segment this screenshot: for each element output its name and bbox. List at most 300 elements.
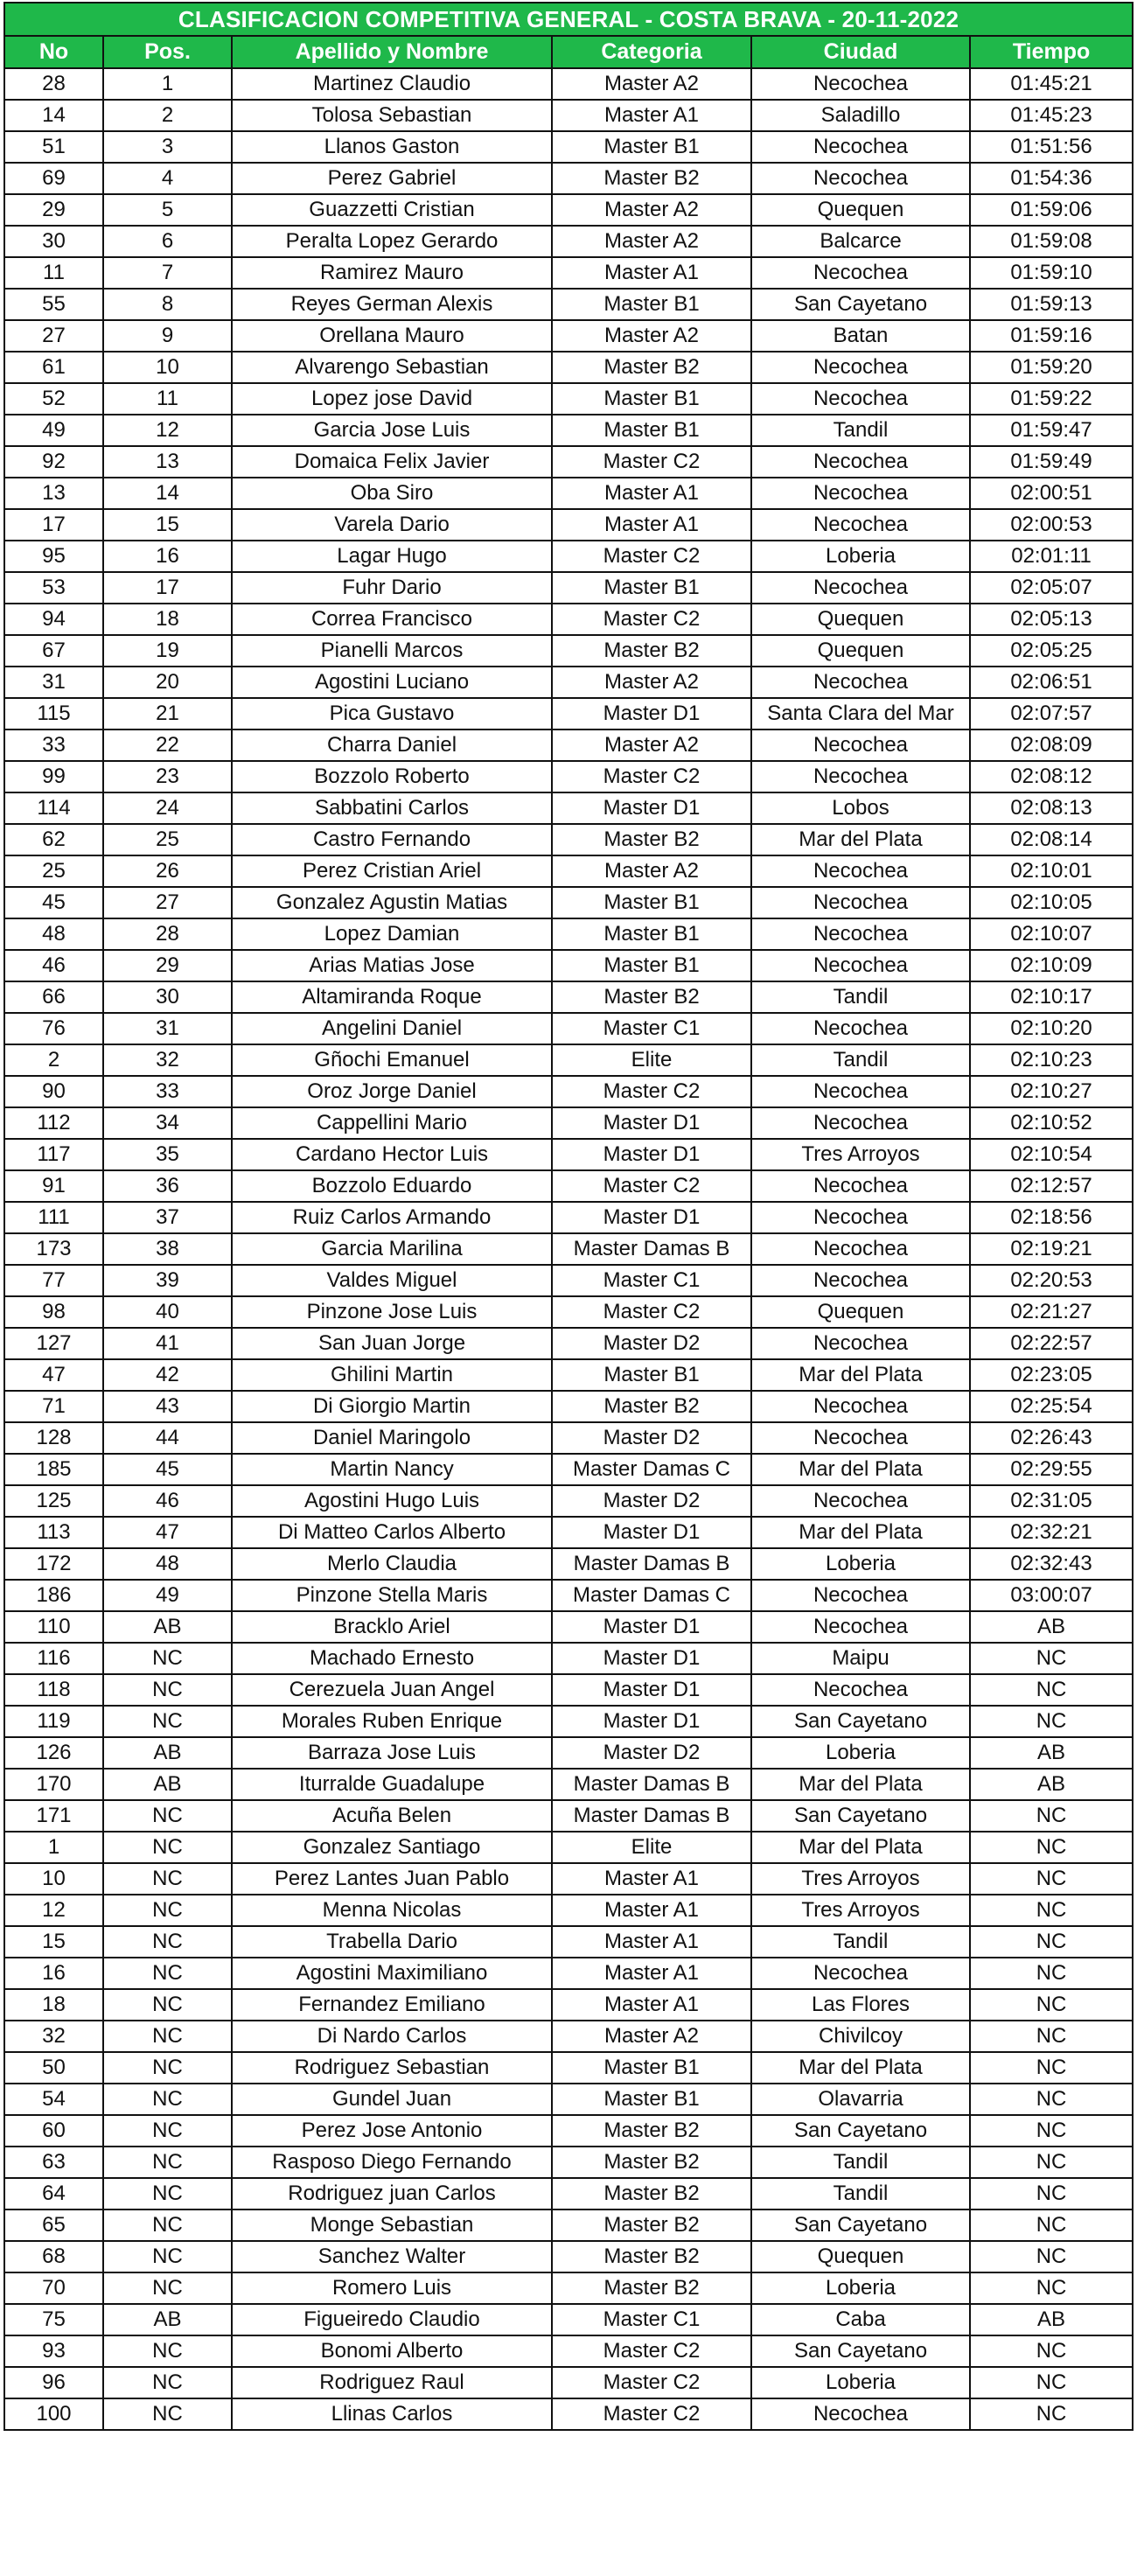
cell-category: Elite xyxy=(552,1044,751,1076)
cell-name: Rodriguez Sebastian xyxy=(232,2052,552,2084)
cell-time: 01:45:21 xyxy=(970,68,1133,100)
table-row xyxy=(4,1926,1133,1958)
cell-city: Loberia xyxy=(751,2272,970,2304)
cell-time: 02:06:51 xyxy=(970,667,1133,698)
cell-no: 125 xyxy=(4,1485,103,1517)
table-row xyxy=(4,478,1133,509)
cell-category: Master C2 xyxy=(552,2335,751,2367)
cell-pos: 26 xyxy=(103,855,232,887)
cell-time: 02:07:57 xyxy=(970,698,1133,730)
cell-no: 119 xyxy=(4,1706,103,1737)
table-row xyxy=(4,1107,1133,1139)
cell-time: NC xyxy=(970,1832,1133,1863)
cell-pos: 13 xyxy=(103,446,232,478)
cell-category: Master Damas B xyxy=(552,1233,751,1265)
table-row xyxy=(4,415,1133,446)
table-row xyxy=(4,698,1133,730)
cell-no: 91 xyxy=(4,1170,103,1202)
cell-no: 17 xyxy=(4,509,103,541)
cell-time: NC xyxy=(970,1674,1133,1706)
cell-category: Master Damas B xyxy=(552,1769,751,1800)
cell-pos: NC xyxy=(103,2335,232,2367)
cell-pos: 20 xyxy=(103,667,232,698)
table-row xyxy=(4,2398,1133,2430)
cell-name: Figueiredo Claudio xyxy=(232,2304,552,2335)
table-title: CLASIFICACION COMPETITIVA GENERAL - COSTA BRAVA - 20-11-2022 xyxy=(4,3,1133,36)
cell-time: 01:59:06 xyxy=(970,194,1133,226)
cell-name: Guazzetti Cristian xyxy=(232,194,552,226)
cell-category: Master Damas C xyxy=(552,1580,751,1611)
cell-no: 13 xyxy=(4,478,103,509)
cell-city: Las Flores xyxy=(751,1989,970,2021)
cell-time: 01:59:20 xyxy=(970,352,1133,383)
cell-category: Master B1 xyxy=(552,415,751,446)
cell-no: 70 xyxy=(4,2272,103,2304)
cell-time: 03:00:07 xyxy=(970,1580,1133,1611)
cell-category: Master C2 xyxy=(552,2398,751,2430)
cell-no: 32 xyxy=(4,2021,103,2052)
cell-time: 02:19:21 xyxy=(970,1233,1133,1265)
cell-city: Necochea xyxy=(751,68,970,100)
table-row xyxy=(4,1359,1133,1391)
cell-no: 118 xyxy=(4,1674,103,1706)
cell-category: Master D1 xyxy=(552,1139,751,1170)
cell-pos: NC xyxy=(103,2398,232,2430)
cell-category: Master D1 xyxy=(552,1706,751,1737)
cell-name: Oroz Jorge Daniel xyxy=(232,1076,552,1107)
cell-name: Gñochi Emanuel xyxy=(232,1044,552,1076)
cell-category: Master D2 xyxy=(552,1485,751,1517)
cell-category: Master D1 xyxy=(552,698,751,730)
cell-time: 02:23:05 xyxy=(970,1359,1133,1391)
table-row xyxy=(4,320,1133,352)
cell-time: NC xyxy=(970,2241,1133,2272)
cell-name: Angelini Daniel xyxy=(232,1013,552,1044)
cell-pos: 42 xyxy=(103,1359,232,1391)
cell-name: Alvarengo Sebastian xyxy=(232,352,552,383)
cell-city: Necochea xyxy=(751,509,970,541)
header-city: Ciudad xyxy=(751,36,970,68)
cell-time: NC xyxy=(970,2335,1133,2367)
cell-city: Necochea xyxy=(751,1076,970,1107)
table-row xyxy=(4,68,1133,100)
cell-pos: AB xyxy=(103,1769,232,1800)
cell-city: Necochea xyxy=(751,667,970,698)
cell-city: Necochea xyxy=(751,2398,970,2430)
cell-pos: 8 xyxy=(103,289,232,320)
cell-name: Di Nardo Carlos xyxy=(232,2021,552,2052)
cell-name: Altamiranda Roque xyxy=(232,981,552,1013)
cell-city: Necochea xyxy=(751,950,970,981)
cell-no: 113 xyxy=(4,1517,103,1548)
cell-time: 02:10:17 xyxy=(970,981,1133,1013)
cell-pos: 49 xyxy=(103,1580,232,1611)
cell-time: NC xyxy=(970,2398,1133,2430)
table-row xyxy=(4,1863,1133,1895)
cell-pos: NC xyxy=(103,1643,232,1674)
cell-pos: NC xyxy=(103,2272,232,2304)
cell-category: Master D1 xyxy=(552,1517,751,1548)
cell-name: Bozzolo Roberto xyxy=(232,761,552,792)
column-header-row xyxy=(4,36,1133,68)
cell-time: 02:10:05 xyxy=(970,887,1133,918)
cell-city: Chivilcoy xyxy=(751,2021,970,2052)
cell-name: Lopez Damian xyxy=(232,918,552,950)
cell-name: Acuña Belen xyxy=(232,1800,552,1832)
cell-category: Master B2 xyxy=(552,2147,751,2178)
cell-city: Necochea xyxy=(751,1265,970,1296)
cell-pos: NC xyxy=(103,1958,232,1989)
cell-no: 16 xyxy=(4,1958,103,1989)
cell-name: Perez Jose Antonio xyxy=(232,2115,552,2147)
cell-pos: 12 xyxy=(103,415,232,446)
table-row xyxy=(4,2272,1133,2304)
cell-time: NC xyxy=(970,1706,1133,1737)
cell-name: Garcia Marilina xyxy=(232,1233,552,1265)
table-row xyxy=(4,1611,1133,1643)
cell-time: 02:31:05 xyxy=(970,1485,1133,1517)
cell-name: Sabbatini Carlos xyxy=(232,792,552,824)
cell-category: Master A1 xyxy=(552,100,751,131)
cell-city: Tandil xyxy=(751,2147,970,2178)
cell-pos: 6 xyxy=(103,226,232,257)
cell-name: Gonzalez Agustin Matias xyxy=(232,887,552,918)
cell-city: Lobos xyxy=(751,792,970,824)
cell-pos: 17 xyxy=(103,572,232,604)
cell-category: Master A2 xyxy=(552,730,751,761)
cell-city: Maipu xyxy=(751,1643,970,1674)
cell-city: Tandil xyxy=(751,981,970,1013)
table-row xyxy=(4,2241,1133,2272)
cell-city: Loberia xyxy=(751,541,970,572)
cell-pos: 4 xyxy=(103,163,232,194)
cell-pos: 48 xyxy=(103,1548,232,1580)
cell-city: Santa Clara del Mar xyxy=(751,698,970,730)
cell-no: 171 xyxy=(4,1800,103,1832)
cell-name: Lopez jose David xyxy=(232,383,552,415)
cell-no: 71 xyxy=(4,1391,103,1422)
cell-pos: 10 xyxy=(103,352,232,383)
cell-pos: 34 xyxy=(103,1107,232,1139)
cell-city: Mar del Plata xyxy=(751,1454,970,1485)
cell-no: 173 xyxy=(4,1233,103,1265)
cell-category: Master B2 xyxy=(552,1391,751,1422)
cell-category: Master D1 xyxy=(552,1611,751,1643)
cell-name: Romero Luis xyxy=(232,2272,552,2304)
cell-pos: NC xyxy=(103,2241,232,2272)
cell-category: Master D2 xyxy=(552,1422,751,1454)
cell-no: 54 xyxy=(4,2084,103,2115)
cell-no: 53 xyxy=(4,572,103,604)
cell-no: 18 xyxy=(4,1989,103,2021)
cell-city: San Cayetano xyxy=(751,2115,970,2147)
cell-pos: 18 xyxy=(103,604,232,635)
table-row xyxy=(4,1706,1133,1737)
cell-city: Tres Arroyos xyxy=(751,1139,970,1170)
cell-city: Necochea xyxy=(751,855,970,887)
table-row xyxy=(4,2147,1133,2178)
title-row xyxy=(4,3,1133,36)
cell-no: 30 xyxy=(4,226,103,257)
cell-time: 02:26:43 xyxy=(970,1422,1133,1454)
cell-pos: 19 xyxy=(103,635,232,667)
cell-city: Loberia xyxy=(751,1548,970,1580)
cell-pos: 33 xyxy=(103,1076,232,1107)
cell-time: NC xyxy=(970,2367,1133,2398)
cell-no: 110 xyxy=(4,1611,103,1643)
cell-category: Master C2 xyxy=(552,604,751,635)
cell-category: Master A1 xyxy=(552,1958,751,1989)
cell-city: Necochea xyxy=(751,1611,970,1643)
table-row xyxy=(4,887,1133,918)
cell-name: Agostini Luciano xyxy=(232,667,552,698)
table-row xyxy=(4,1643,1133,1674)
cell-time: AB xyxy=(970,1737,1133,1769)
cell-pos: 25 xyxy=(103,824,232,855)
cell-time: NC xyxy=(970,1989,1133,2021)
cell-city: San Cayetano xyxy=(751,2209,970,2241)
cell-no: 98 xyxy=(4,1296,103,1328)
table-row xyxy=(4,1832,1133,1863)
cell-name: Correa Francisco xyxy=(232,604,552,635)
table-body xyxy=(4,68,1133,2430)
cell-name: Pianelli Marcos xyxy=(232,635,552,667)
cell-category: Master D1 xyxy=(552,1202,751,1233)
cell-time: NC xyxy=(970,2084,1133,2115)
cell-pos: 1 xyxy=(103,68,232,100)
cell-category: Master C2 xyxy=(552,1170,751,1202)
cell-city: Necochea xyxy=(751,1580,970,1611)
cell-name: Fernandez Emiliano xyxy=(232,1989,552,2021)
cell-pos: 30 xyxy=(103,981,232,1013)
table-row xyxy=(4,2304,1133,2335)
cell-pos: 39 xyxy=(103,1265,232,1296)
cell-city: Mar del Plata xyxy=(751,1769,970,1800)
cell-category: Master B2 xyxy=(552,2272,751,2304)
cell-city: Mar del Plata xyxy=(751,2052,970,2084)
cell-no: 61 xyxy=(4,352,103,383)
cell-name: Orellana Mauro xyxy=(232,320,552,352)
cell-city: Loberia xyxy=(751,2367,970,2398)
cell-time: 01:51:56 xyxy=(970,131,1133,163)
cell-name: San Juan Jorge xyxy=(232,1328,552,1359)
cell-no: 100 xyxy=(4,2398,103,2430)
cell-no: 25 xyxy=(4,855,103,887)
cell-no: 112 xyxy=(4,1107,103,1139)
table-row xyxy=(4,352,1133,383)
cell-time: NC xyxy=(970,2115,1133,2147)
cell-city: Quequen xyxy=(751,1296,970,1328)
cell-category: Master A1 xyxy=(552,257,751,289)
table-row xyxy=(4,1485,1133,1517)
cell-no: 94 xyxy=(4,604,103,635)
cell-pos: 14 xyxy=(103,478,232,509)
table-row xyxy=(4,572,1133,604)
table-row xyxy=(4,100,1133,131)
cell-pos: 29 xyxy=(103,950,232,981)
cell-time: 01:59:49 xyxy=(970,446,1133,478)
cell-city: Necochea xyxy=(751,761,970,792)
cell-no: 46 xyxy=(4,950,103,981)
cell-category: Master C2 xyxy=(552,541,751,572)
cell-pos: 7 xyxy=(103,257,232,289)
cell-pos: NC xyxy=(103,1926,232,1958)
cell-name: Menna Nicolas xyxy=(232,1895,552,1926)
cell-city: Necochea xyxy=(751,887,970,918)
cell-no: 2 xyxy=(4,1044,103,1076)
cell-no: 95 xyxy=(4,541,103,572)
cell-name: Oba Siro xyxy=(232,478,552,509)
cell-no: 51 xyxy=(4,131,103,163)
cell-time: 01:45:23 xyxy=(970,100,1133,131)
cell-city: Tres Arroyos xyxy=(751,1863,970,1895)
cell-category: Master C2 xyxy=(552,761,751,792)
cell-time: 02:08:13 xyxy=(970,792,1133,824)
cell-pos: AB xyxy=(103,1737,232,1769)
cell-category: Master A2 xyxy=(552,2021,751,2052)
cell-time: NC xyxy=(970,1926,1133,1958)
cell-pos: NC xyxy=(103,1800,232,1832)
table-row xyxy=(4,824,1133,855)
cell-time: NC xyxy=(970,1895,1133,1926)
cell-name: Merlo Claudia xyxy=(232,1548,552,1580)
cell-category: Master B1 xyxy=(552,887,751,918)
cell-city: Mar del Plata xyxy=(751,1359,970,1391)
cell-city: Olavarria xyxy=(751,2084,970,2115)
cell-city: Necochea xyxy=(751,1674,970,1706)
cell-no: 111 xyxy=(4,1202,103,1233)
header-name: Apellido y Nombre xyxy=(232,36,552,68)
cell-name: Rodriguez juan Carlos xyxy=(232,2178,552,2209)
table-row xyxy=(4,1044,1133,1076)
table-row xyxy=(4,541,1133,572)
table-row xyxy=(4,163,1133,194)
cell-name: Di Matteo Carlos Alberto xyxy=(232,1517,552,1548)
cell-city: Batan xyxy=(751,320,970,352)
cell-category: Master B1 xyxy=(552,2084,751,2115)
cell-name: Iturralde Guadalupe xyxy=(232,1769,552,1800)
cell-category: Master D2 xyxy=(552,1737,751,1769)
cell-city: Necochea xyxy=(751,1170,970,1202)
cell-no: 127 xyxy=(4,1328,103,1359)
cell-city: Tandil xyxy=(751,1044,970,1076)
cell-name: Barraza Jose Luis xyxy=(232,1737,552,1769)
cell-no: 126 xyxy=(4,1737,103,1769)
cell-time: 02:10:09 xyxy=(970,950,1133,981)
cell-time: 02:00:53 xyxy=(970,509,1133,541)
cell-no: 92 xyxy=(4,446,103,478)
cell-category: Master Damas B xyxy=(552,1548,751,1580)
cell-pos: NC xyxy=(103,2084,232,2115)
cell-category: Master Damas C xyxy=(552,1454,751,1485)
cell-pos: 31 xyxy=(103,1013,232,1044)
cell-category: Master A1 xyxy=(552,1895,751,1926)
table-row xyxy=(4,855,1133,887)
cell-pos: 41 xyxy=(103,1328,232,1359)
cell-name: Arias Matias Jose xyxy=(232,950,552,981)
cell-name: Lagar Hugo xyxy=(232,541,552,572)
cell-city: Necochea xyxy=(751,1233,970,1265)
cell-category: Master D2 xyxy=(552,1328,751,1359)
cell-name: Pinzone Stella Maris xyxy=(232,1580,552,1611)
table-row xyxy=(4,667,1133,698)
cell-city: Mar del Plata xyxy=(751,824,970,855)
cell-category: Master A2 xyxy=(552,226,751,257)
cell-category: Master C1 xyxy=(552,2304,751,2335)
cell-time: 02:10:07 xyxy=(970,918,1133,950)
cell-city: Saladillo xyxy=(751,100,970,131)
cell-name: Cerezuela Juan Angel xyxy=(232,1674,552,1706)
table-row xyxy=(4,792,1133,824)
table-row xyxy=(4,131,1133,163)
cell-pos: NC xyxy=(103,2115,232,2147)
cell-no: 15 xyxy=(4,1926,103,1958)
header-pos: Pos. xyxy=(103,36,232,68)
table-row xyxy=(4,950,1133,981)
cell-no: 68 xyxy=(4,2241,103,2272)
cell-time: 02:00:51 xyxy=(970,478,1133,509)
table-row xyxy=(4,446,1133,478)
cell-name: Bozzolo Eduardo xyxy=(232,1170,552,1202)
cell-no: 185 xyxy=(4,1454,103,1485)
cell-time: 02:21:27 xyxy=(970,1296,1133,1328)
cell-pos: 36 xyxy=(103,1170,232,1202)
cell-category: Master A1 xyxy=(552,1863,751,1895)
cell-name: Ghilini Martin xyxy=(232,1359,552,1391)
cell-category: Master Damas B xyxy=(552,1800,751,1832)
cell-category: Master A1 xyxy=(552,478,751,509)
table-row xyxy=(4,509,1133,541)
cell-category: Master C2 xyxy=(552,446,751,478)
table-row xyxy=(4,635,1133,667)
cell-no: 76 xyxy=(4,1013,103,1044)
cell-no: 27 xyxy=(4,320,103,352)
table-row xyxy=(4,1958,1133,1989)
cell-category: Master A2 xyxy=(552,68,751,100)
cell-time: NC xyxy=(970,1958,1133,1989)
cell-time: NC xyxy=(970,2021,1133,2052)
cell-no: 116 xyxy=(4,1643,103,1674)
cell-pos: 27 xyxy=(103,887,232,918)
cell-pos: 44 xyxy=(103,1422,232,1454)
cell-time: 01:54:36 xyxy=(970,163,1133,194)
cell-pos: 16 xyxy=(103,541,232,572)
cell-city: Tandil xyxy=(751,1926,970,1958)
cell-city: Tandil xyxy=(751,415,970,446)
cell-name: Reyes German Alexis xyxy=(232,289,552,320)
cell-pos: 22 xyxy=(103,730,232,761)
cell-pos: 43 xyxy=(103,1391,232,1422)
cell-no: 50 xyxy=(4,2052,103,2084)
cell-name: Bonomi Alberto xyxy=(232,2335,552,2367)
cell-name: Cappellini Mario xyxy=(232,1107,552,1139)
cell-category: Master B1 xyxy=(552,1359,751,1391)
table-row xyxy=(4,981,1133,1013)
cell-pos: 40 xyxy=(103,1296,232,1328)
cell-name: Pinzone Jose Luis xyxy=(232,1296,552,1328)
cell-name: Perez Gabriel xyxy=(232,163,552,194)
cell-name: Ruiz Carlos Armando xyxy=(232,1202,552,1233)
cell-name: Fuhr Dario xyxy=(232,572,552,604)
cell-time: 02:20:53 xyxy=(970,1265,1133,1296)
cell-name: Llanos Gaston xyxy=(232,131,552,163)
cell-city: Necochea xyxy=(751,918,970,950)
table-row xyxy=(4,761,1133,792)
cell-category: Master B1 xyxy=(552,918,751,950)
cell-time: NC xyxy=(970,2178,1133,2209)
cell-no: 128 xyxy=(4,1422,103,1454)
cell-time: 02:25:54 xyxy=(970,1391,1133,1422)
